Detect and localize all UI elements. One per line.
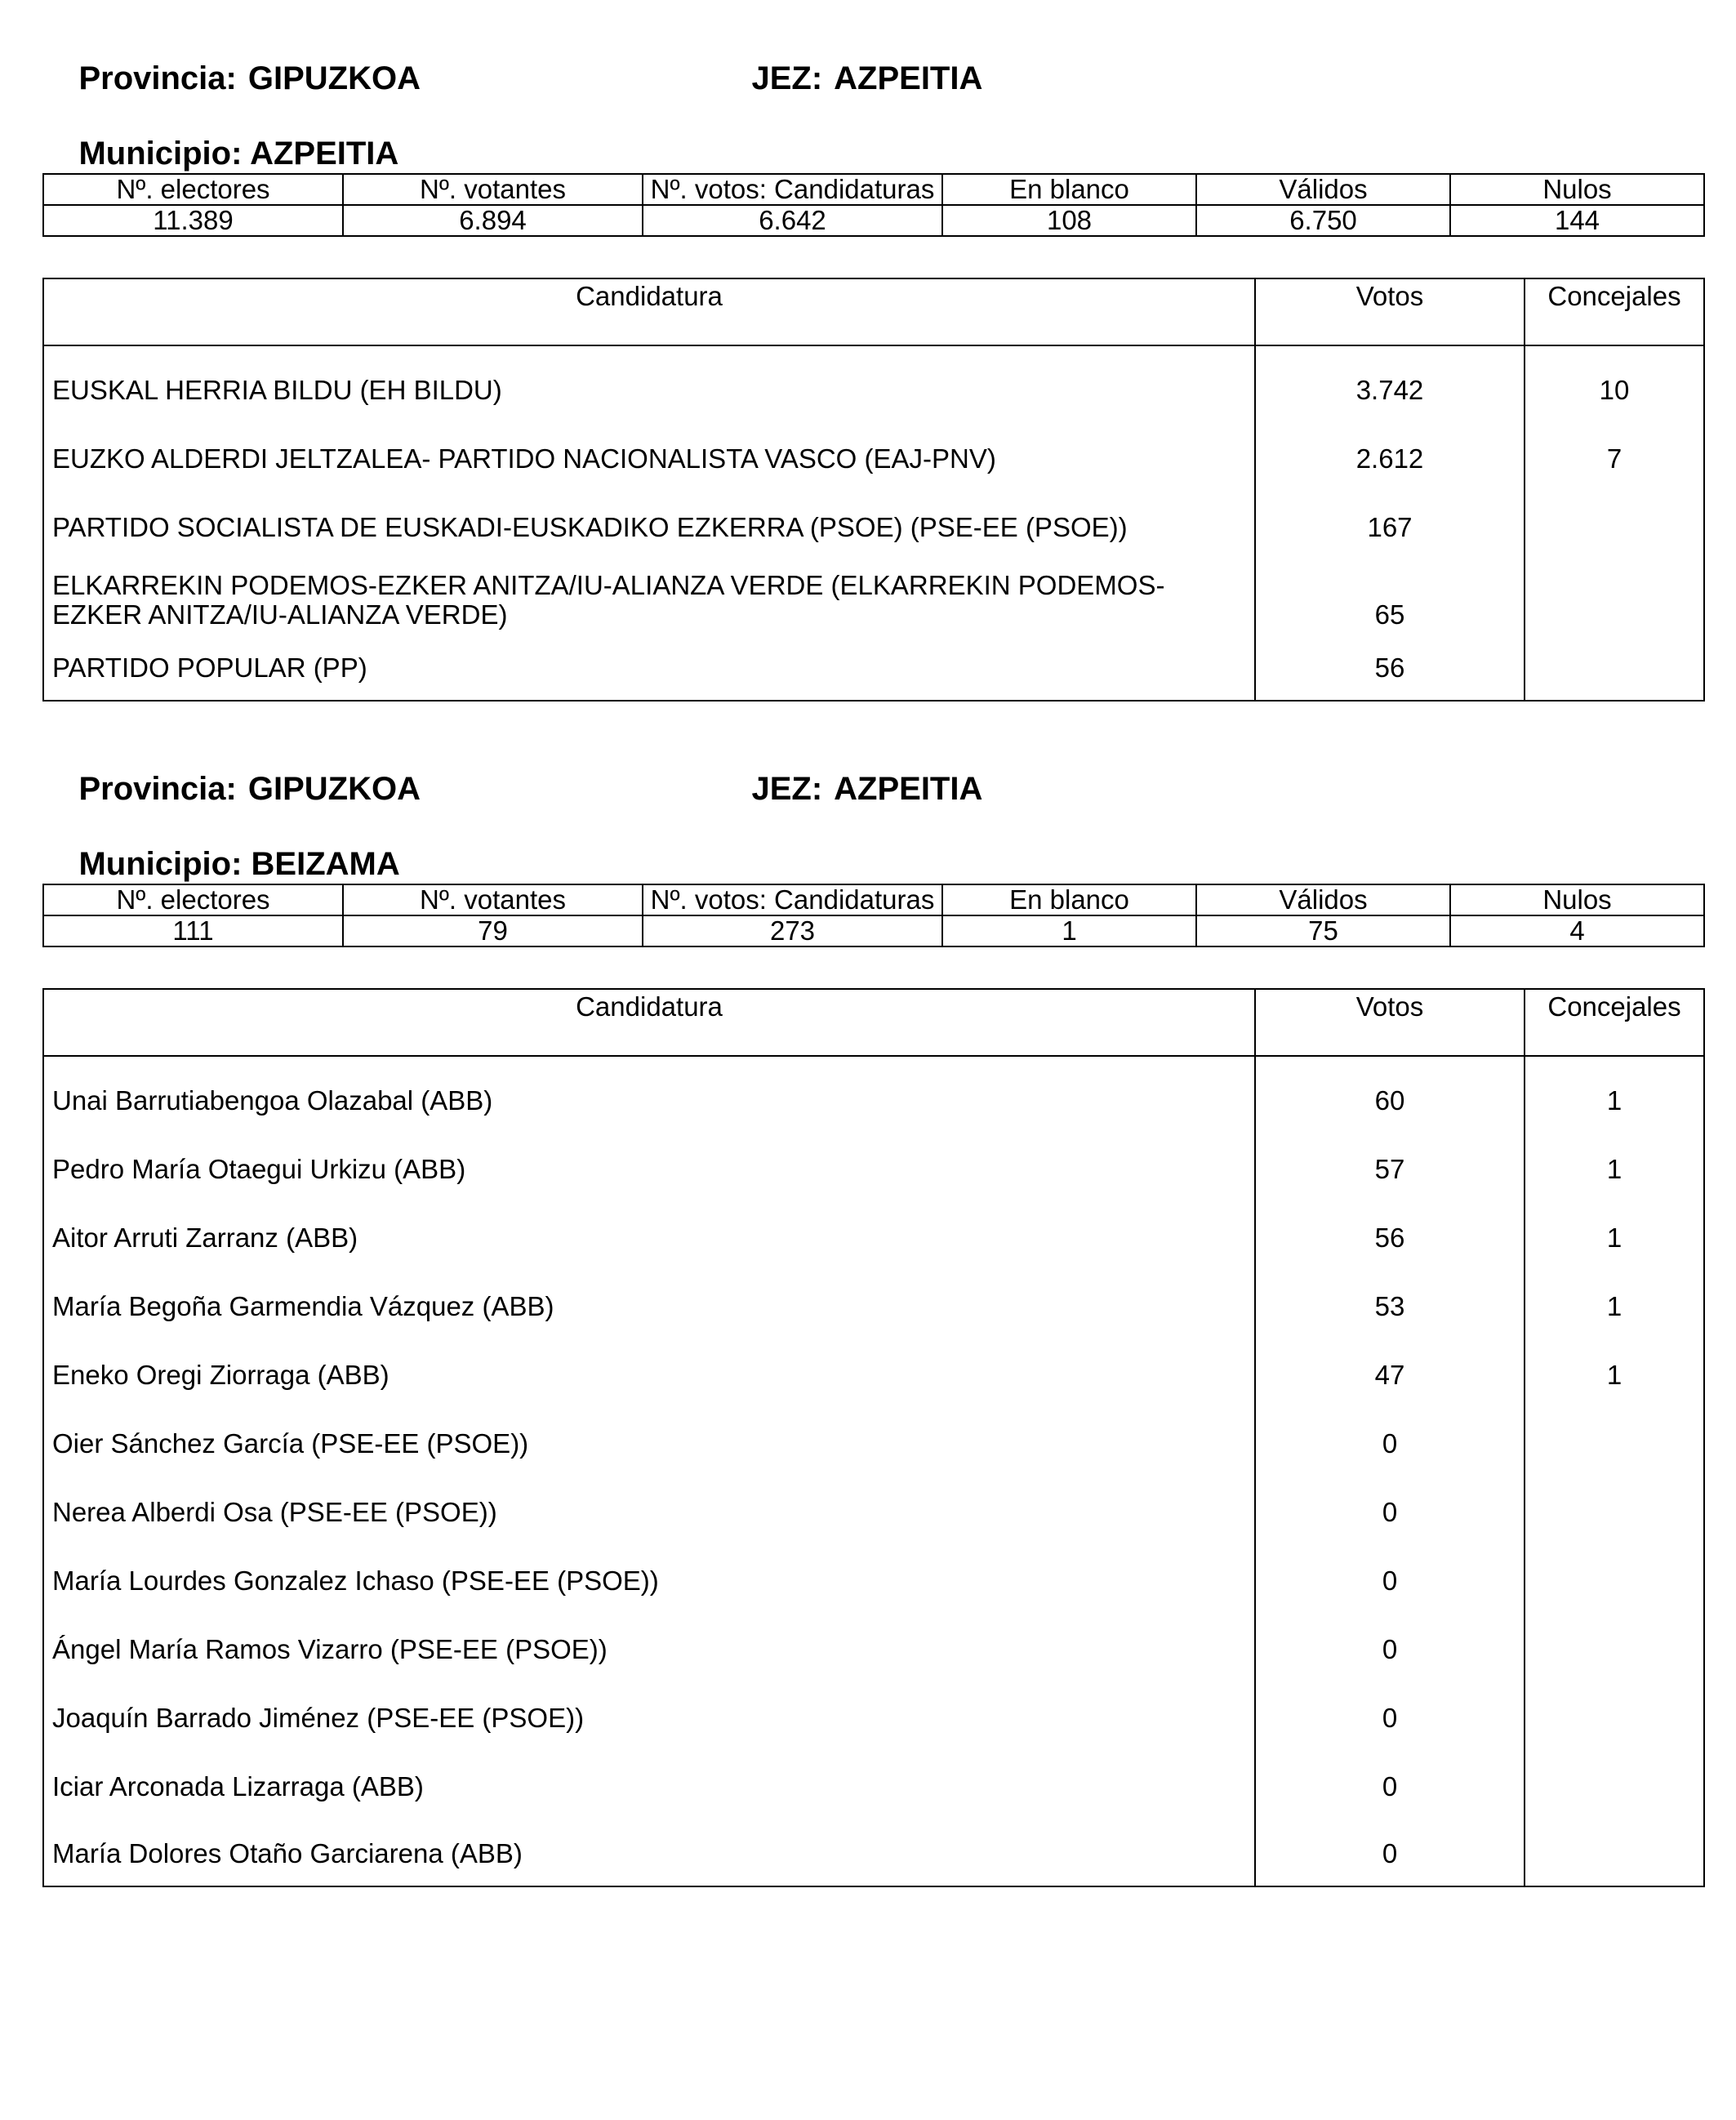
candidates-table: [42, 278, 1705, 701]
value-en-blanco: 108: [942, 205, 1196, 236]
candidate-concejales: [1525, 493, 1704, 562]
table-row: [43, 1684, 1704, 1753]
candidate-votos: 0: [1255, 1821, 1525, 1886]
candidate-name-line2: EZKER ANITZA/IU-ALIANZA VERDE): [52, 599, 508, 630]
summary-table: [42, 173, 1705, 237]
candidate-name: EUZKO ALDERDI JELTZALEA- PARTIDO NACIONALISTA VASCO (EAJ-PNV): [43, 425, 1255, 493]
jez-label: JEZ:: [751, 771, 823, 807]
value-nulos: 144: [1450, 205, 1704, 236]
candidate-votos: 0: [1255, 1547, 1525, 1615]
candidate-concejales: [1525, 1478, 1704, 1547]
table-row: [43, 562, 1704, 635]
candidate-name: Ángel María Ramos Vizarro (PSE-EE (PSOE)): [43, 1615, 1255, 1684]
table-row: [43, 1753, 1704, 1821]
table-row: [43, 1067, 1704, 1135]
municipio-section-beizama: [42, 740, 1703, 1900]
municipio-label: Municipio:: [78, 136, 243, 171]
candidate-votos: 57: [1255, 1135, 1525, 1204]
provincia-label: Provincia:: [78, 771, 237, 807]
candidate-votos: 60: [1255, 1067, 1525, 1135]
candidate-name: Joaquín Barrado Jiménez (PSE-EE (PSOE)): [43, 1684, 1255, 1753]
header-validos: Válidos: [1196, 884, 1450, 915]
candidate-name: Eneko Oregi Ziorraga (ABB): [43, 1341, 1255, 1410]
candidate-votos: 56: [1255, 1204, 1525, 1272]
municipio-value: AZPEITIA: [250, 136, 399, 171]
value-votantes: 6.894: [343, 205, 643, 236]
header-candidatura: Candidatura: [43, 278, 1255, 345]
candidate-concejales: 7: [1525, 425, 1704, 493]
candidate-concejales: 10: [1525, 356, 1704, 425]
candidate-name: María Begoña Garmendia Vázquez (ABB): [43, 1272, 1255, 1341]
candidate-votos: 65: [1255, 562, 1525, 635]
value-votantes: 79: [343, 915, 643, 946]
table-row: [43, 1341, 1704, 1410]
candidate-name: María Dolores Otaño Garciarena (ABB): [43, 1821, 1255, 1886]
value-validos: 6.750: [1196, 205, 1450, 236]
header-concejales: Concejales: [1525, 989, 1704, 1056]
candidate-name: Iciar Arconada Lizarraga (ABB): [43, 1753, 1255, 1821]
candidate-concejales: 1: [1525, 1067, 1704, 1135]
candidate-name: Nerea Alberdi Osa (PSE-EE (PSOE)): [43, 1478, 1255, 1547]
candidate-concejales: [1525, 562, 1704, 635]
header-nulos: Nulos: [1450, 884, 1704, 915]
provincia-value: GIPUZKOA: [247, 771, 421, 807]
value-validos: 75: [1196, 915, 1450, 946]
table-row: [43, 635, 1704, 701]
table-row: [43, 1204, 1704, 1272]
header-electores: Nº. electores: [43, 174, 343, 205]
header-en-blanco: En blanco: [942, 174, 1196, 205]
candidates-header-row: [43, 278, 1704, 345]
municipio-value: BEIZAMA: [251, 846, 400, 882]
table-row: [43, 1272, 1704, 1341]
table-row: [43, 1135, 1704, 1204]
candidate-name: PARTIDO SOCIALISTA DE EUSKADI-EUSKADIKO EZKERRA (PSOE) (PSE-EE (PSOE)): [43, 493, 1255, 562]
candidate-name: Unai Barrutiabengoa Olazabal (ABB): [43, 1067, 1255, 1135]
candidate-votos: 2.612: [1255, 425, 1525, 493]
jez-value: AZPEITIA: [834, 771, 983, 807]
municipio-section-azpeitia: [42, 29, 1703, 699]
table-row: [43, 1410, 1704, 1478]
candidate-name-line1: ELKARREKIN PODEMOS-EZKER ANITZA/IU-ALIANZA VERDE (ELKARREKIN PODEMOS-: [52, 570, 1165, 600]
candidate-name: Oier Sánchez García (PSE-EE (PSOE)): [43, 1410, 1255, 1478]
value-electores: 11.389: [43, 205, 343, 236]
candidate-votos: 0: [1255, 1753, 1525, 1821]
candidate-concejales: 1: [1525, 1272, 1704, 1341]
header-votos-candidaturas: Nº. votos: Candidaturas: [643, 174, 942, 205]
candidate-votos: 167: [1255, 493, 1525, 562]
candidate-name: EUSKAL HERRIA BILDU (EH BILDU): [43, 356, 1255, 425]
candidate-votos: 0: [1255, 1615, 1525, 1684]
candidate-votos: 47: [1255, 1341, 1525, 1410]
spacer-row: [43, 345, 1704, 356]
candidate-concejales: [1525, 635, 1704, 701]
summary-value-row: [43, 915, 1704, 946]
value-nulos: 4: [1450, 915, 1704, 946]
candidate-votos: 0: [1255, 1410, 1525, 1478]
value-votos-candidaturas: 273: [643, 915, 942, 946]
jez-label: JEZ:: [751, 60, 823, 96]
candidate-concejales: [1525, 1410, 1704, 1478]
candidate-name: Aitor Arruti Zarranz (ABB): [43, 1204, 1255, 1272]
candidate-concejales: [1525, 1821, 1704, 1886]
table-row: [43, 425, 1704, 493]
header-votantes: Nº. votantes: [343, 884, 643, 915]
summary-table: [42, 884, 1705, 947]
header-candidatura: Candidatura: [43, 989, 1255, 1056]
candidate-name: PARTIDO POPULAR (PP): [43, 635, 1255, 701]
header-votos: Votos: [1255, 278, 1525, 345]
header-concejales: Concejales: [1525, 278, 1704, 345]
provincia-value: GIPUZKOA: [247, 60, 421, 96]
candidate-concejales: [1525, 1753, 1704, 1821]
candidate-votos: 0: [1255, 1478, 1525, 1547]
value-votos-candidaturas: 6.642: [643, 205, 942, 236]
summary-value-row: [43, 205, 1704, 236]
table-row: [43, 493, 1704, 562]
candidate-concejales: 1: [1525, 1341, 1704, 1410]
header-votos-candidaturas: Nº. votos: Candidaturas: [643, 884, 942, 915]
jez-heading: [715, 29, 982, 127]
header-validos: Válidos: [1196, 174, 1450, 205]
table-row: [43, 1478, 1704, 1547]
header-votantes: Nº. votantes: [343, 174, 643, 205]
candidate-concejales: [1525, 1684, 1704, 1753]
jez-value: AZPEITIA: [834, 60, 983, 96]
candidate-votos: 53: [1255, 1272, 1525, 1341]
candidate-concejales: [1525, 1615, 1704, 1684]
candidate-name: Pedro María Otaegui Urkizu (ABB): [43, 1135, 1255, 1204]
candidate-votos: 3.742: [1255, 356, 1525, 425]
summary-header-row: [43, 174, 1704, 205]
header-electores: Nº. electores: [43, 884, 343, 915]
header-votos: Votos: [1255, 989, 1525, 1056]
table-row: [43, 1821, 1704, 1886]
value-electores: 111: [43, 915, 343, 946]
candidates-table: [42, 988, 1705, 1887]
municipio-label: Municipio:: [78, 846, 243, 882]
jez-heading: [715, 740, 982, 838]
candidate-concejales: 1: [1525, 1135, 1704, 1204]
candidate-concejales: [1525, 1547, 1704, 1615]
table-row: [43, 1615, 1704, 1684]
candidate-votos: 0: [1255, 1684, 1525, 1753]
candidate-name: [43, 562, 1255, 635]
candidates-header-row: [43, 989, 1704, 1056]
candidate-name: María Lourdes Gonzalez Ichaso (PSE-EE (PSOE)): [43, 1547, 1255, 1615]
spacer-row: [43, 1056, 1704, 1067]
candidate-concejales: 1: [1525, 1204, 1704, 1272]
header-en-blanco: En blanco: [942, 884, 1196, 915]
candidate-votos: 56: [1255, 635, 1525, 701]
table-row: [43, 1547, 1704, 1615]
header-nulos: Nulos: [1450, 174, 1704, 205]
table-row: [43, 356, 1704, 425]
summary-header-row: [43, 884, 1704, 915]
value-en-blanco: 1: [942, 915, 1196, 946]
provincia-label: Provincia:: [78, 60, 237, 96]
